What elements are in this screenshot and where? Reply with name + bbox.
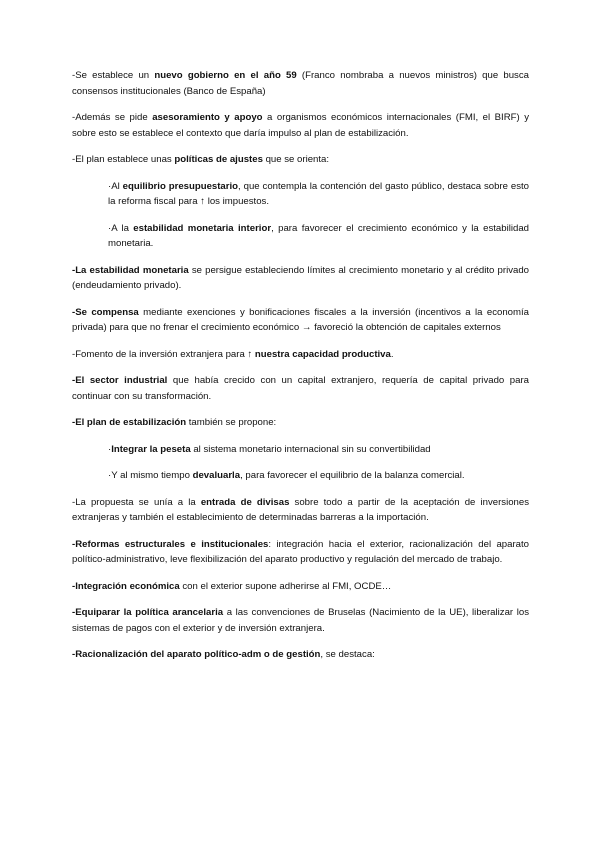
paragraph [72, 373, 529, 404]
bold-text-run: -El plan de estabilización [72, 417, 187, 428]
text-run: (Franco nombraba a nuevos ministros) que busca consensos institucionales (Banco de España) [72, 70, 529, 97]
bold-text-run: entrada de divisas [200, 496, 290, 508]
text-run: ·Y al mismo tiempo [108, 470, 193, 481]
bold-text-run: políticas de ajustes [174, 154, 263, 165]
text-run: -Se establece un [72, 70, 155, 81]
bold-text-run: devaluarla [192, 470, 241, 481]
bold-text-run: -La estabilidad monetaria [72, 264, 189, 276]
bullet-paragraph [108, 221, 529, 252]
text-run: que se orienta: [262, 154, 330, 165]
text-run: : integración hacia el exterior, racionalización del aparato político-administrativo, leve flexibilización del aparato productivo y regulación del mercado de trabajo. [72, 538, 529, 565]
text-run: ·Al [108, 180, 123, 192]
paragraph [72, 305, 529, 336]
bold-text-run: asesoramiento y apoyo [152, 112, 263, 123]
text-run: a las convenciones de Bruselas (Nacimiento de la UE), liberalizar los sistemas de pagos con el exterior y de inversión extranjera. [72, 607, 529, 634]
text-run: -Además se pide [72, 112, 153, 123]
paragraph [72, 579, 529, 595]
paragraph [72, 495, 529, 526]
paragraph [72, 647, 529, 663]
document-page [72, 68, 529, 674]
text-run: al sistema monetario internacional sin su convertibilidad [190, 443, 431, 455]
bold-text-run: -Racionalización del aparato político-adm o de gestión [72, 649, 321, 660]
paragraph [72, 347, 529, 363]
paragraph [72, 263, 529, 294]
paragraph [72, 415, 529, 431]
bullet-paragraph [108, 468, 529, 484]
bold-text-run: Integrar la peseta [111, 443, 191, 455]
paragraph [72, 537, 529, 568]
paragraph [72, 68, 529, 99]
text-run: , para favorecer el equilibrio de la balanza comercial. [240, 470, 465, 481]
text-run: -El plan establece unas [72, 154, 175, 165]
text-run: a organismos económicos internacionales (FMI, el BIRF) y sobre esto se establece el contexto que daría impulso al plan de estabilización. [72, 112, 529, 139]
bold-text-run: nuevo gobierno en el año 59 [154, 70, 297, 81]
text-run: · [108, 443, 112, 455]
text-run: , que contempla la contención del gasto público, destaca sobre esto la reforma fiscal para ↑ los impuestos. [108, 180, 529, 207]
paragraph [72, 152, 529, 168]
bold-text-run: -Se compensa [72, 306, 139, 318]
text-run: . [390, 348, 394, 360]
text-run: que había crecido con un capital extranjero, requería de capital privado para continuar con su transformación. [72, 375, 530, 402]
text-run: -La propuesta se unía a la [72, 496, 201, 508]
bold-text-run: equilibrio presupuestario [122, 180, 239, 192]
bold-text-run: -Equiparar la política arancelaria [72, 607, 224, 618]
paragraph [72, 605, 529, 636]
bullet-paragraph [108, 179, 529, 210]
bold-text-run: -El sector industrial [72, 375, 168, 386]
text-run: mediante exenciones y bonificaciones fiscales a la inversión (incentivos a la economía privada) para que no frenar el crecimiento económico → favoreció la obtención de capitales externos [72, 306, 529, 333]
bold-text-run: -Reformas estructurales e institucionales [72, 538, 269, 550]
text-run: , se destaca: [320, 649, 375, 660]
bold-text-run: estabilidad monetaria interior [133, 222, 272, 234]
text-run: -Fomento de la inversión extranjera para ↑ [72, 348, 255, 360]
bold-text-run: nuestra capacidad productiva [254, 348, 391, 360]
bullet-paragraph [108, 442, 529, 458]
text-run: con el exterior supone adherirse al FMI, OCDE… [179, 580, 392, 592]
paragraph [72, 110, 529, 141]
text-run: también se propone: [186, 417, 277, 428]
bold-text-run: -Integración económica [72, 580, 180, 592]
text-run: , para favorecer el crecimiento económico y la estabilidad monetaria. [108, 222, 529, 249]
text-run: ·A la [108, 222, 134, 234]
text-run: se persigue estableciendo límites al crecimiento monetario y al crédito privado (endeudamiento privado). [72, 264, 530, 291]
text-run: sobre todo a partir de la aceptación de inversiones extranjeras y también el establecimiento de determinadas barreras a la importación. [72, 496, 530, 523]
